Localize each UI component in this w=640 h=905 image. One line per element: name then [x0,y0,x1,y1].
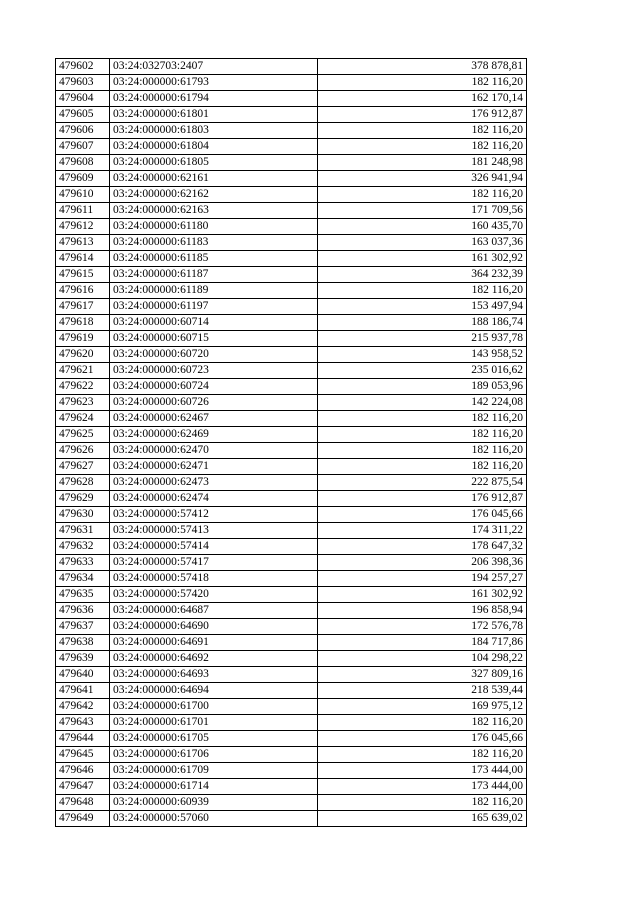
amount-cell: 142 224,08 [318,395,527,411]
table-row [56,795,527,811]
cadastral-number-cell: 03:24:000000:61705 [110,731,318,747]
row-number-cell: 479609 [56,171,110,187]
cadastral-number-cell: 03:24:000000:60724 [110,379,318,395]
row-number-cell: 479602 [56,59,110,75]
cadastral-number-cell: 03:24:000000:60939 [110,795,318,811]
row-number-cell: 479642 [56,699,110,715]
amount-cell: 174 311,22 [318,523,527,539]
cadastral-number-cell: 03:24:000000:61183 [110,235,318,251]
amount-cell: 182 116,20 [318,123,527,139]
row-number-cell: 479643 [56,715,110,731]
table-row [56,731,527,747]
row-number-cell: 479632 [56,539,110,555]
cadastral-number-cell: 03:24:000000:64690 [110,619,318,635]
row-number-cell: 479647 [56,779,110,795]
cadastral-number-cell: 03:24:000000:61714 [110,779,318,795]
cadastral-number-cell: 03:24:000000:64692 [110,651,318,667]
row-number-cell: 479638 [56,635,110,651]
cadastral-number-cell: 03:24:000000:61197 [110,299,318,315]
cadastral-number-cell: 03:24:000000:61187 [110,267,318,283]
row-number-cell: 479629 [56,491,110,507]
row-number-cell: 479637 [56,619,110,635]
amount-cell: 182 116,20 [318,139,527,155]
table-row [56,747,527,763]
row-number-cell: 479627 [56,459,110,475]
row-number-cell: 479623 [56,395,110,411]
amount-cell: 196 858,94 [318,603,527,619]
row-number-cell: 479610 [56,187,110,203]
row-number-cell: 479636 [56,603,110,619]
amount-cell: 160 435,70 [318,219,527,235]
table-row [56,235,527,251]
cadastral-number-cell: 03:24:000000:61701 [110,715,318,731]
table-row [56,571,527,587]
row-number-cell: 479606 [56,123,110,139]
amount-cell: 222 875,54 [318,475,527,491]
table-row [56,427,527,443]
table-row [56,763,527,779]
amount-cell: 182 116,20 [318,187,527,203]
cadastral-number-cell: 03:24:000000:60715 [110,331,318,347]
amount-cell: 215 937,78 [318,331,527,347]
cadastral-number-cell: 03:24:000000:57417 [110,555,318,571]
amount-cell: 189 053,96 [318,379,527,395]
table-row [56,91,527,107]
amount-cell: 378 878,81 [318,59,527,75]
row-number-cell: 479649 [56,811,110,827]
amount-cell: 182 116,20 [318,443,527,459]
cadastral-number-cell: 03:24:000000:61185 [110,251,318,267]
table-row [56,363,527,379]
row-number-cell: 479611 [56,203,110,219]
cadastral-number-cell: 03:24:000000:61794 [110,91,318,107]
row-number-cell: 479626 [56,443,110,459]
row-number-cell: 479607 [56,139,110,155]
amount-cell: 165 639,02 [318,811,527,827]
cadastral-number-cell: 03:24:000000:61804 [110,139,318,155]
cadastral-number-cell: 03:24:000000:60714 [110,315,318,331]
row-number-cell: 479631 [56,523,110,539]
row-number-cell: 479613 [56,235,110,251]
amount-cell: 188 186,74 [318,315,527,331]
row-number-cell: 479646 [56,763,110,779]
amount-cell: 176 912,87 [318,491,527,507]
table-row [56,107,527,123]
cadastral-number-cell: 03:24:000000:61803 [110,123,318,139]
row-number-cell: 479622 [56,379,110,395]
amount-cell: 218 539,44 [318,683,527,699]
row-number-cell: 479619 [56,331,110,347]
row-number-cell: 479620 [56,347,110,363]
table-row [56,379,527,395]
table-row [56,555,527,571]
table-row [56,779,527,795]
table-row [56,267,527,283]
row-number-cell: 479624 [56,411,110,427]
row-number-cell: 479608 [56,155,110,171]
table-row [56,347,527,363]
table-row [56,155,527,171]
amount-cell: 173 444,00 [318,763,527,779]
table-row [56,475,527,491]
table-row [56,75,527,91]
cadastral-number-cell: 03:24:000000:61706 [110,747,318,763]
cadastral-number-cell: 03:24:000000:62474 [110,491,318,507]
amount-cell: 182 116,20 [318,715,527,731]
row-number-cell: 479639 [56,651,110,667]
amount-cell: 176 045,66 [318,507,527,523]
table-row [56,171,527,187]
row-number-cell: 479648 [56,795,110,811]
amount-cell: 161 302,92 [318,587,527,603]
cadastral-number-cell: 03:24:000000:62161 [110,171,318,187]
table-row [56,395,527,411]
row-number-cell: 479621 [56,363,110,379]
amount-cell: 143 958,52 [318,347,527,363]
amount-cell: 182 116,20 [318,75,527,91]
cadastral-number-cell: 03:24:000000:64693 [110,667,318,683]
cadastral-number-cell: 03:24:000000:60723 [110,363,318,379]
amount-cell: 194 257,27 [318,571,527,587]
row-number-cell: 479603 [56,75,110,91]
cadastral-number-cell: 03:24:000000:62469 [110,427,318,443]
cadastral-number-cell: 03:24:000000:61189 [110,283,318,299]
amount-cell: 182 116,20 [318,747,527,763]
amount-cell: 169 975,12 [318,699,527,715]
table-row [56,139,527,155]
table-row [56,123,527,139]
row-number-cell: 479604 [56,91,110,107]
row-number-cell: 479616 [56,283,110,299]
amount-cell: 161 302,92 [318,251,527,267]
amount-cell: 172 576,78 [318,619,527,635]
row-number-cell: 479628 [56,475,110,491]
cadastral-number-cell: 03:24:000000:61180 [110,219,318,235]
amount-cell: 182 116,20 [318,283,527,299]
table-row [56,539,527,555]
table-row [56,715,527,731]
table-row [56,635,527,651]
row-number-cell: 479635 [56,587,110,603]
document-page [55,58,527,827]
cadastral-number-cell: 03:24:000000:61709 [110,763,318,779]
cadastral-number-cell: 03:24:000000:64694 [110,683,318,699]
cadastral-number-cell: 03:24:000000:62470 [110,443,318,459]
row-number-cell: 479630 [56,507,110,523]
table-row [56,219,527,235]
amount-cell: 182 116,20 [318,459,527,475]
cadastral-number-cell: 03:24:000000:57412 [110,507,318,523]
cadastral-number-cell: 03:24:000000:62163 [110,203,318,219]
table-row [56,523,527,539]
amount-cell: 235 016,62 [318,363,527,379]
cadastral-number-cell: 03:24:000000:60726 [110,395,318,411]
amount-cell: 104 298,22 [318,651,527,667]
row-number-cell: 479614 [56,251,110,267]
row-number-cell: 479625 [56,427,110,443]
table-row [56,507,527,523]
cadastral-number-cell: 03:24:032703:2407 [110,59,318,75]
cadastral-number-cell: 03:24:000000:61700 [110,699,318,715]
amount-cell: 182 116,20 [318,795,527,811]
cadastral-number-cell: 03:24:000000:62473 [110,475,318,491]
cadastral-number-cell: 03:24:000000:57060 [110,811,318,827]
amount-cell: 173 444,00 [318,779,527,795]
cadastral-number-cell: 03:24:000000:64691 [110,635,318,651]
amount-cell: 206 398,36 [318,555,527,571]
table-row [56,603,527,619]
table-row [56,299,527,315]
amount-cell: 326 941,94 [318,171,527,187]
amount-cell: 364 232,39 [318,267,527,283]
cadastral-number-cell: 03:24:000000:60720 [110,347,318,363]
amount-cell: 327 809,16 [318,667,527,683]
row-number-cell: 479644 [56,731,110,747]
table-row [56,491,527,507]
table-row [56,699,527,715]
table-row [56,667,527,683]
cadastral-number-cell: 03:24:000000:57414 [110,539,318,555]
table-row [56,443,527,459]
row-number-cell: 479617 [56,299,110,315]
cadastral-number-cell: 03:24:000000:61793 [110,75,318,91]
amount-cell: 182 116,20 [318,411,527,427]
cadastral-number-cell: 03:24:000000:62467 [110,411,318,427]
table-row [56,283,527,299]
row-number-cell: 479634 [56,571,110,587]
table-row [56,331,527,347]
cadastral-number-cell: 03:24:000000:57420 [110,587,318,603]
row-number-cell: 479612 [56,219,110,235]
amount-cell: 171 709,56 [318,203,527,219]
amount-cell: 162 170,14 [318,91,527,107]
amount-cell: 182 116,20 [318,427,527,443]
amount-cell: 181 248,98 [318,155,527,171]
table-row [56,587,527,603]
row-number-cell: 479640 [56,667,110,683]
amount-cell: 178 647,32 [318,539,527,555]
table-row [56,187,527,203]
table-row [56,651,527,667]
row-number-cell: 479605 [56,107,110,123]
amount-cell: 184 717,86 [318,635,527,651]
row-number-cell: 479641 [56,683,110,699]
table-row [56,411,527,427]
row-number-cell: 479645 [56,747,110,763]
cadastral-number-cell: 03:24:000000:57413 [110,523,318,539]
cadastral-number-cell: 03:24:000000:62471 [110,459,318,475]
amount-cell: 153 497,94 [318,299,527,315]
table-body [56,59,527,827]
row-number-cell: 479633 [56,555,110,571]
cadastral-number-cell: 03:24:000000:57418 [110,571,318,587]
table-row [56,59,527,75]
table-row [56,811,527,827]
table-row [56,459,527,475]
cadastral-table [55,58,527,827]
row-number-cell: 479618 [56,315,110,331]
cadastral-number-cell: 03:24:000000:61805 [110,155,318,171]
cadastral-number-cell: 03:24:000000:61801 [110,107,318,123]
table-row [56,683,527,699]
table-row [56,619,527,635]
table-row [56,251,527,267]
row-number-cell: 479615 [56,267,110,283]
cadastral-number-cell: 03:24:000000:62162 [110,187,318,203]
amount-cell: 176 912,87 [318,107,527,123]
table-row [56,315,527,331]
amount-cell: 176 045,66 [318,731,527,747]
cadastral-number-cell: 03:24:000000:64687 [110,603,318,619]
table-row [56,203,527,219]
amount-cell: 163 037,36 [318,235,527,251]
